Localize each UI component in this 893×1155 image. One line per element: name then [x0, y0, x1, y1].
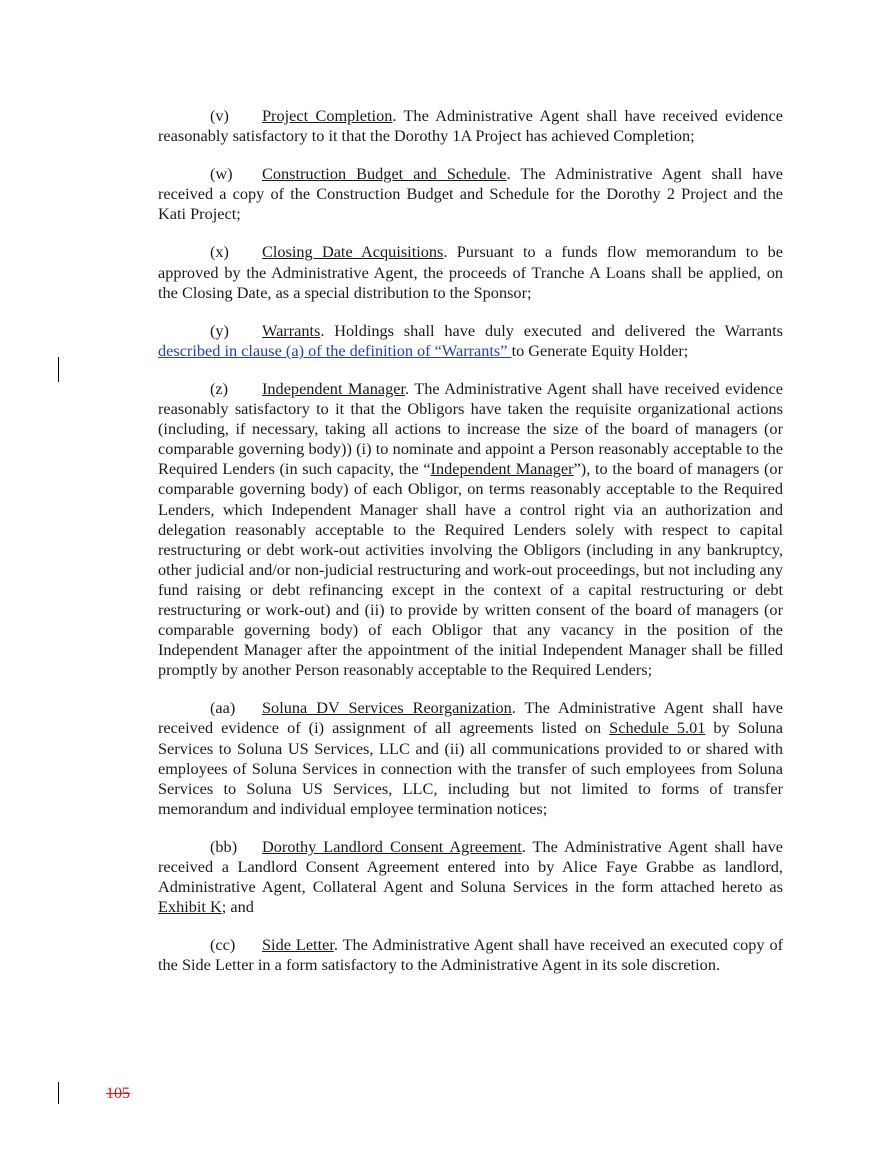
- page-number-deleted: 105: [106, 1085, 130, 1102]
- clause-heading: Project Completion: [262, 106, 393, 125]
- clause-heading: Side Letter: [262, 935, 334, 955]
- clause-text: . The Administrative Agent shall have received evidence reasonably satisfactory to it that the Dorothy 1A Project has achieved Completion;: [158, 106, 783, 146]
- clause-heading: Soluna DV Services Reorganization: [262, 698, 512, 718]
- document-body: [158, 106, 783, 975]
- clause-text: . The Administrative Agent shall have received a copy of the Construction Budget and Schedule for the Dorothy 2 Project and the Kati Project;: [158, 164, 783, 224]
- clause-label: (cc): [210, 935, 236, 955]
- clause-label: (w): [210, 164, 233, 184]
- clause-z: [158, 379, 783, 680]
- clause-text: . Pursuant to a funds flow memorandum to be approved by the Administrative Agent, the proceeds of Tranche A Loans shall be applied, on the Closing Date, as a special distribution to the Sponsor;: [158, 242, 784, 302]
- clause-heading: Construction Budget and Schedule: [262, 164, 507, 184]
- clause-w: [158, 164, 783, 224]
- clause-text: ”), to the board of managers (or comparable governing body) of each Obligor, on terms reasonably acceptable to the Required Lenders, which Independent Manager shall have a control right via an authorization and delegation reasonably acceptable to the Required Lenders solely with respect to capital restructuring or debt work-out activities involving the Obligors (including in any bankruptcy, other judicial and/or non-judicial restructuring and work-out proceedings, but not including any fund raising or debt refinancing except in the context of a capital restructuring or debt restructuring or work-out) and (ii) to provide by written consent of the board of managers (or comparable governing body) of each Obligor that any vacancy in the position of the Independent Manager after the appointment of the initial Independent Manager shall be filled promptly by another Person reasonably acceptable to the Required Lenders;: [158, 459, 783, 680]
- clause-text: ; and: [221, 897, 254, 917]
- clause-cc: [158, 935, 783, 975]
- clause-text: by Soluna Services to Soluna US Services, LLC and (ii) all communications provided to or shared with employees of Soluna Services in connection with the transfer of such employees from Soluna Services to Soluna US Services, LLC, including but not limited to forms of transfer memorandum and individual employee termination notices;: [158, 718, 783, 818]
- clause-label: (x): [210, 242, 229, 262]
- clause-heading: Closing Date Acquisitions: [262, 242, 444, 262]
- clause-label: (y): [210, 320, 229, 340]
- change-bar: [58, 1082, 59, 1104]
- clause-label: (bb): [210, 836, 238, 856]
- clause-bb: [158, 837, 783, 917]
- defined-term: Independent Manager: [430, 459, 574, 479]
- inserted-text: described in clause (a) of the definition of “Warrants”: [158, 340, 512, 360]
- clause-text: . The Administrative Agent shall have received a Landlord Consent Agreement entered into by Alice Faye Grabbe as landlord, Administrative Agent, Collateral Agent and Soluna Services in the form attached hereto as: [158, 836, 783, 897]
- clause-label: (v): [210, 106, 229, 125]
- clause-y: [158, 321, 783, 361]
- change-bar: [58, 357, 59, 382]
- clause-text: . The Administrative Agent shall have received evidence of (i) assignment of all agreements listed on: [158, 698, 783, 738]
- clause-heading: Independent Manager: [262, 378, 405, 398]
- schedule-reference: Schedule 5.01: [609, 718, 706, 738]
- clause-text: . Holdings shall have duly executed and delivered the Warrants: [320, 320, 783, 340]
- clause-text: . The Administrative Agent shall have received an executed copy of the Side Letter in a form satisfactory to the Administrative Agent in its sole discretion.: [158, 935, 784, 975]
- clause-label: (z): [210, 378, 229, 398]
- exhibit-reference: Exhibit K: [158, 897, 222, 917]
- clause-aa: [158, 698, 783, 819]
- clause-heading: Dorothy Landlord Consent Agreement: [262, 836, 522, 856]
- clause-x: [158, 242, 783, 302]
- clause-label: (aa): [210, 698, 236, 718]
- clause-text: to Generate Equity Holder;: [511, 340, 689, 360]
- clause-v: [158, 106, 783, 146]
- clause-text: . The Administrative Agent shall have received evidence reasonably satisfactory to it that the Obligors have taken the requisite organizational actions (including, if necessary, taking all actions to increase the size of the board of managers (or comparable governing body)) (i) to nominate and appoint a Person reasonably acceptable to the Required Lenders (in such capacity, the “: [158, 378, 784, 479]
- clause-heading: Warrants: [262, 320, 321, 340]
